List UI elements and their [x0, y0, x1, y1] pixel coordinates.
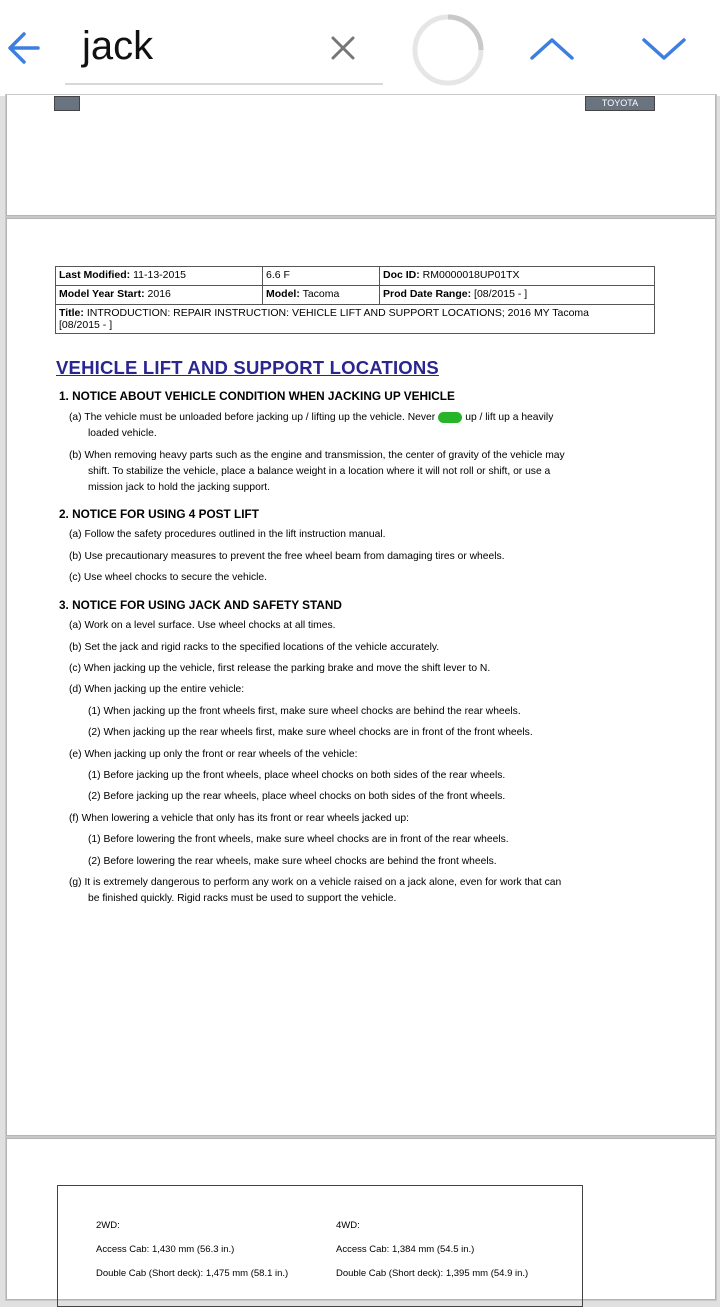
- list-item: (g) It is extremely dangerous to perform any work on a vehicle raised on a jack alone, even for work that can be finished quickly. Rigid racks must be used to support the vehicle.: [69, 877, 562, 904]
- list-item: (b) When removing heavy parts such as the engine and transmission, the center of gravity of the vehicle may shift. To stabilize the vehicle, place a balance weight in a location where it will not roll or shift, or use a mission jack to hold the jacking support.: [69, 450, 565, 493]
- list-item: (2) Before lowering the rear wheels, make sure wheel chocks are behind the front wheels.: [88, 856, 497, 867]
- section-heading-1: 1. NOTICE ABOUT VEHICLE CONDITION WHEN JACKING UP VEHICLE: [59, 389, 455, 403]
- document-title: VEHICLE LIFT AND SUPPORT LOCATIONS: [56, 357, 439, 378]
- pdf-page-2: [6, 218, 716, 1136]
- list-item: (f) When lowering a vehicle that only has its front or rear wheels jacked up:: [69, 813, 409, 824]
- list-item: (e) When jacking up only the front or rear wheels of the vehicle:: [69, 749, 358, 760]
- list-item: (a) The vehicle must be unloaded before jacking up / lifting up the vehicle. Never jack up / lift up a heavily loaded vehicle.: [69, 412, 554, 439]
- search-input[interactable]: jack: [82, 24, 154, 68]
- find-toolbar: [0, 0, 720, 96]
- list-item: (d) When jacking up the entire vehicle:: [69, 684, 245, 695]
- list-item: (b) Set the jack and rigid racks to the specified locations of the vehicle accurately.: [69, 642, 440, 653]
- clear-icon[interactable]: [327, 32, 359, 64]
- search-match-highlight: jack: [438, 412, 462, 423]
- version-cell: 6.6 F: [263, 267, 380, 286]
- previous-match-icon[interactable]: [528, 34, 576, 64]
- list-item: (2) When jacking up the rear wheels first, make sure wheel chocks are in front of the front wheels.: [88, 727, 533, 738]
- col2-row1: Access Cab: 1,384 mm (54.5 in.): [336, 1244, 475, 1255]
- next-match-icon[interactable]: [640, 34, 688, 64]
- model-year-cell: Model Year Start: 2016: [56, 286, 263, 305]
- doc-id-cell: Doc ID: RM0000018UP01TX: [380, 267, 655, 286]
- col2-row2: Double Cab (Short deck): 1,395 mm (54.9 in.): [336, 1268, 529, 1279]
- col1-row2: Double Cab (Short deck): 1,475 mm (58.1 in.): [96, 1268, 289, 1279]
- list-item: (a) Work on a level surface. Use wheel chocks at all times.: [69, 620, 336, 631]
- toyota-logo: TOYOTA: [585, 96, 655, 111]
- toyota-logo-small-icon: [54, 96, 80, 111]
- pdf-page-3: [6, 1138, 716, 1300]
- loading-spinner-icon: [410, 12, 486, 88]
- pdf-page-1: [6, 95, 716, 216]
- list-item: (c) When jacking up the vehicle, first release the parking brake and move the shift lever to N.: [69, 663, 491, 674]
- model-cell: Model: Tacoma: [263, 286, 380, 305]
- prod-date-cell: Prod Date Range: [08/2015 - ]: [380, 286, 655, 305]
- document-meta-table: [55, 266, 655, 334]
- list-item: (b) Use precautionary measures to prevent the free wheel beam from damaging tires or wheels.: [69, 551, 505, 562]
- title-cell: Title: INTRODUCTION: REPAIR INSTRUCTION: VEHICLE LIFT AND SUPPORT LOCATIONS; 2016 MY Tacoma [08/2015 - ]: [56, 305, 655, 334]
- list-item: (1) Before lowering the front wheels, make sure wheel chocks are in front of the rear wheels.: [88, 834, 509, 845]
- section-heading-3: 3. NOTICE FOR USING JACK AND SAFETY STAND: [59, 598, 342, 612]
- section-heading-2: 2. NOTICE FOR USING 4 POST LIFT: [59, 507, 259, 521]
- back-arrow-icon[interactable]: [4, 22, 48, 70]
- col1-heading: 2WD:: [96, 1220, 120, 1231]
- col2-heading: 4WD:: [336, 1220, 360, 1231]
- list-item: (1) Before jacking up the front wheels, place wheel chocks on both sides of the rear wheels.: [88, 770, 506, 781]
- last-modified-cell: Last Modified: 11-13-2015: [56, 267, 263, 286]
- list-item: (2) Before jacking up the rear wheels, place wheel chocks on both sides of the front wheels.: [88, 791, 506, 802]
- list-item: (1) When jacking up the front wheels first, make sure wheel chocks are behind the rear wheels.: [88, 706, 521, 717]
- list-item: (a) Follow the safety procedures outlined in the lift instruction manual.: [69, 529, 386, 540]
- col1-row1: Access Cab: 1,430 mm (56.3 in.): [96, 1244, 235, 1255]
- search-input-underline: [65, 83, 383, 85]
- dimension-box: [57, 1185, 583, 1307]
- list-item: (c) Use wheel chocks to secure the vehicle.: [69, 572, 268, 583]
